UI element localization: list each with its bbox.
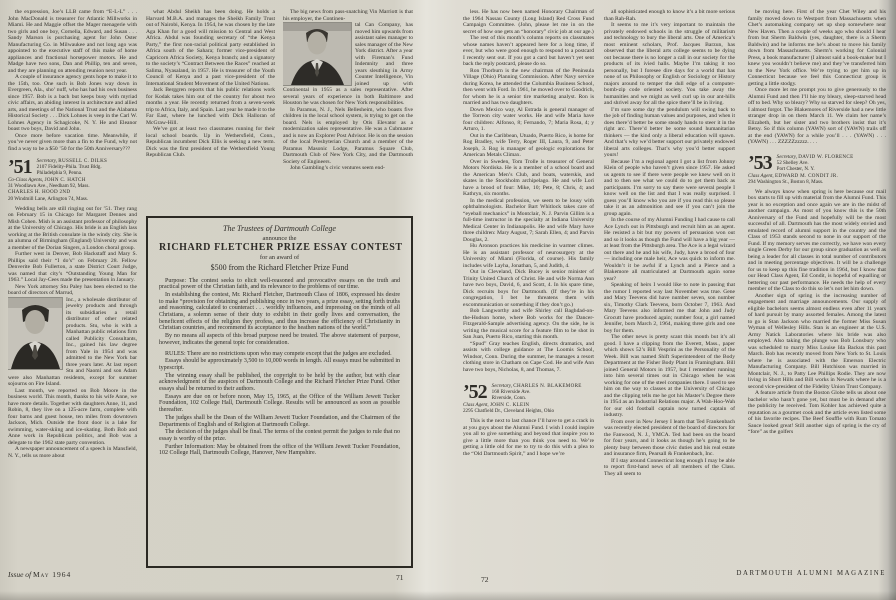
issue-footer: Issue of May 1964	[8, 570, 72, 579]
left-page-column-2	[146, 9, 275, 209]
page-number-71: 71	[396, 573, 404, 582]
paragraph: In the course of my Alumni Funding I had cause to call Ace Lynch out in Pittsburgh and recruit him as an agent. He resisted a bit but my powers of persuasion won out and so it looks as though the Fund will have a big year — at least from the Pittsburgh area. The Ace is a legal wizard out there and he and his wife, Judy, have a brood of four — including one male heir, Ace was quick to inform me. Wouldn’t it be awful if a Lynch and a Pierce and a Blakemore all matriculated at Dartmouth again some year?	[604, 217, 735, 282]
class-year-53: ’53	[748, 151, 772, 174]
paragraph: A newspaper announcement of a speech in Mansfield, N. Y., tells us more about	[8, 446, 137, 459]
class-1952-agent: Class Agent, JOHN C. KLEIN 2295 Chatfield Dr., Cleveland Heights, Ohio	[463, 402, 555, 415]
paragraph: The other news is pretty scant this month but it’s all good. I have a clipping from the Everett, Mass., paper which shows 52’s Bill Vesprini as the Personality of the Week. Bill was named Shift Superintendent of the Body Department at the Fisher Body Plant in Framingham. Bill joined General Motors in 1957, but I remember running into him several times out in Chicago when he was working for one of the steel companies there. I used to see him on the way to classes at the University of Chicago and the clipping tells me he got his Master’s Degree there in 1954 as an Industrial Relations major. A Wah-Hoo-Wah for our old football captain now turned captain of industry.	[604, 334, 735, 418]
contest-rules	[159, 351, 400, 458]
portrait-photo-stu-paley	[8, 298, 62, 369]
contest-fund-line: $500 from the Richard Fletcher Prize Fund	[210, 262, 349, 272]
class-year-52: ’52	[463, 381, 487, 403]
paragraph: Further Information: May be obtained from the office of the William Jewett Tucker Foundation, 102 College Hall, Dartmouth College, Hanover, New Hampshire.	[159, 443, 400, 457]
paragraph: This is the next to last chance I’ll have to get a crack in at you guys about the Alumni Fund. I wish I could inspire you all to give something and beyond that inspire you to give a little more than you think you need to. We’re getting a little old for me to try to do this with a plea to the “Old Dartmouth Spirit,” and I hope we’re	[463, 418, 594, 457]
paragraph: The big news from pass-snatching Vin Marriott is that his employer, the Continen-	[283, 9, 413, 22]
class-1952-notes	[463, 418, 594, 457]
paragraph: Purpose: The contest seeks to elicit well-reasoned and provocative essays on the truth and practical power of the Christian faith, and its relevance to the problems of our time.	[159, 277, 400, 291]
paragraph: In Paramus, N. J., Nels Bellesheim, who boasts five children in the local school system, is trying to get on the board. Nels is employed by Otis Elevator as a modernization sales representative. He was a Cubmaster and is now an Explorer Post Advisor. He is on the session of the local Presbyterian Church and a member of the Paramus Masonic Lodge, Paramus Square Club, Dartmouth Club of New York City, and the Dartmouth Society of Engineers.	[283, 106, 413, 165]
paragraph: By no means all aspects of this broad purpose need be treated. The above statement of purpose, however, indicates the general topic for consideration.	[159, 333, 400, 346]
right-page-column-2	[604, 9, 735, 569]
paragraph: The rest of this month’s column reports on classmates whose names haven’t appeared here for a long time, if ever, but who were good enough to respond to a postcard I recently sent out. If you got a card but haven’t yet sent back the reply postcard, please do so.	[463, 35, 594, 67]
paragraph: Last month, we reported on Bob Moore in the business world. This month, thanks to his wife Anne, we have more details. Together with daughters Anne, 11, and Robin, 8, they live on a 125-acre farm, complete with four barns and guest house, ten miles from downtown Jackson, Mich. Outside the front door is a lake for swimming, water-skiing and ice-skating. Both Bob and Anne work in Republican politics, and Bob was a delegate to the 1962 state party convention.	[8, 387, 137, 446]
paragraph: Another sign of spring is the increasing number of engagement and marriage announcements. Our supply of eligible bachelors seems almost endless even after 11 years of hard pursuit by many assorted females. Among the latest to go is Stan Jackson who married the former Miss Susan Wyman of Wellesley Hills. Stan is an engineer at the U.S. Army Natick Laboratories where his bride was also employed. Also taking the plunge was Bob Lonsbury who was scheduled to marry Miss Louise Ida Backus this past March. Bob has recently moved from New York to St. Louis where he is associated with the Emerson Electric Manufacturing Company. Bill Hutchison was married in Montclair, N. J., to Patty Lee Phillips Rodie. They are now living in Short Hills and Bill works in Newark where he is a second vice-president of the Fidelity Union Trust Company.	[748, 292, 886, 390]
paragraph: The decision of the judges shall be final. The terms of the contest permit the judges to rule that no essay is worthy of the prize.	[159, 429, 400, 442]
class-1950-notes-continued	[146, 9, 275, 159]
scan-page-edge-right	[888, 0, 896, 600]
magazine-title-footer: DARTMOUTH ALUMNI MAGAZINE	[736, 570, 886, 577]
paragraph: Once more let me prompt you to give generously to the Alumni Fund and then I’ll hie my bleary, sleep-starved head off to bed. Why so bleary? Why so starved for sleep? Oh yes, I almost forgot. The Blakemores of Riverside had a new little stranger drop in on them March 11. We claim her name’s Elizabeth, but her sister and two brothers insist that it’s Betsy. So if this column (YAWN) sort of (YAWN) trails off at the end (YAWN) for a while you’ll . . . (YAWN) . . . (YAWN) . . . ZZZZZzzzzz. . . .	[748, 87, 886, 145]
left-page-column-1	[8, 9, 137, 567]
paragraph: It seems to me it’s very important to maintain the privately endowed schools in the struggle of militarism and technology to bury the liberal arts. One of America’s most eminent scholars, Prof. Jacques Barzun, has observed that the liberal arts college seems to be dying out because there is no longer a call in our society for the products of its ivied halls. Maybe I’m taking it too personally, but I foresee dire days for a world that has none of us Philosophy or English or Sociology or History majors around to temper the dull edge of a computer-bomb-zip code oriented society. You take away the humanities and we might as well curl up in our ant-hills and shrivel away for all the spice there’ll be in living.	[604, 22, 735, 106]
page-number-72: 72	[481, 575, 489, 584]
paragraph: Ron Thorburn is the new chairman of the Peninsula Village (Ohio) Planning Commission. After Navy service during Korea, he attended the Columbia Business School, then went with Ford. In 1961, he moved over to Goodrich, for whom he is a senior tire marketing analyst. Ron is married and has two daughters.	[463, 67, 594, 106]
paragraph: Once more before vacation time. Meanwhile, if you’ve never given more than a fin to the Fund, why not find a way to be a $50 ’50 for the 50th Anniversary???	[8, 132, 137, 152]
paragraph: New York attorney Stu Paley has been elected to the board of directors of Marrud,	[8, 283, 137, 297]
paragraph: Out in the Caribbean, Utuado, Puerto Rico, is home for Rog Bradley, wife Terry, Roger III, Laura, 9, and Peter Joseph, 3. Rog is manager of geologic explorations for American Metals Climax.	[463, 132, 594, 158]
paragraph: In establishing the contest, Mr. Richard Fletcher, Dartmouth Class of 1806, expressed his desire to make “provision for obtaining and publishing once in two years, a prize essay, setting forth truths and reasoning, calculated to counteract . . . worldly influences, and impressing on the minds of all Christians, a solemn sense of their duty to exhibit in their godly lives and conversation, the beneficent effects of the religion they profess, and thus increase the efficiency of Christianity in Christian countries, and recommend its acceptance to the heathen nations of the world.”	[159, 291, 400, 332]
paragraph: be moving here. First of the year Chet Wiley and his family moved down to Westport from Massachusetts when Chet’s automaking company set up shop somewhere near New Haven. Then a couple of weeks ago who should I hear from but Sherm Baldwin (yes, daughter, there is a Sherm Baldwin) and he informs me he’s about to move his family down from Massachusetts. Sherm’s working for Colonial Press, a book manufacturer (I almost said a book-maker but I knew you wouldn’t believe me) and they’ve transferred him to the New York office. We’re trying to get him up in Connecticut because we feel this Connecticut group is getting a little stodgy.	[748, 9, 886, 87]
paragraph: Wedding bells are still ringing out for ’51. They rang on February 15 in Chicago for Margaret Dennes and Mish Cohen. Mish is an assistant professor of philosophy at the University of Chicago. His bride is an English lass working at the British consulate in the windy city. She is an alumna of Birmingham (England) University and was a member of the Dorian Singers, a London choral group.	[8, 205, 137, 251]
paragraph: the expression, Joe’s LLB came from “E-L-L” . . . John MacDonald is treasurer for Atlantic Millworks in Miami. He and Maggie offset the Mager menagerie with two girls and one boy, Cornelia, Edward, and Susan . . . Sandy Marson is purchasing agent for John Oster Manufacturing Co. in Milwaukee and not long ago was appointed to the executive staff of this make of home appliances and fractional horsepower motors. He and Madge have two sons, Dan and Phillip, ten and seven, and they are planning on attending reunion next year.	[8, 9, 137, 74]
paragraph: less. He has now been named Honorary Chairman of the 1964 Nassau County (Long Island) Red Cross Fund Campaign Committee. (John, please let me in on the secret of how one gets an “honorary” civic job at our age.)	[463, 9, 594, 35]
paragraph: all sophisticated enough to know it’s a bit more serious than Rah-Rah.	[604, 9, 735, 22]
paragraph: Inc., a wholesale distributor of jewelry products and through its subsidiaries a retail distributor of other related products. Stu, who is with a Manhattan public relations firm called Publicity Consultants, Inc., gained his law degree from Yale in 1954 and was admitted to the New York bar three years later. At last report Stu and Naomi and son Adam were also Manhattan residents, except for summer sojourns on Fire Island.	[8, 296, 137, 388]
portrait-silhouette-icon	[8, 298, 62, 369]
class-1953-agent: Class Agent, EDWARD M. CONDIT JR. 294 Washington St., Boston 8, Mass.	[748, 172, 839, 185]
right-page-column-3	[748, 9, 886, 565]
class-year-51: ’51	[8, 156, 32, 178]
paragraph: Further west in Denver, Bob Hackstaff and Mary S. Phillips said their “I do’s” on February 28. Fellow Denverite Bob Fullerton, a state District Court Judge, was named that city’s “Outstanding Young Man for 1963.” Local Jay-Cees made the presentation in January.	[8, 251, 137, 284]
paragraph: Essays are due on or before noon, May 15, 1965, at the Office of the William Jewett Tucker Foundation, 102 College Hall, Dartmouth College. Results will be announced as soon as possible thereafter.	[159, 393, 400, 414]
class-1953-notes	[748, 189, 886, 436]
paragraph: Jack Berggren reports that his public relations work for Kodak takes him out of the country for about two months a year. He recently returned from a seven-week trip to Africa, Italy, and Spain. Last year he made it to the Far East, where he lunched with Dick Halloran of McGraw-Hill.	[146, 87, 275, 126]
paragraph: Bob Langworthy and wife Shirley call Baghdad-on-the-Hudson home, where Bob works for the Dancer-Fitzgerald-Sample advertising agency. On the side, he is writing the musical score for a feature film to be shot in San Juan, Puerto Rico, starting this month.	[463, 308, 594, 340]
class-1952-notes-continued	[604, 9, 735, 477]
class-1951-secretary: Secretary, RUSSELL C. DILKS 2107 Fidelity-Phila. Trust Bldg. Philadelphia 9, Penna.	[36, 158, 108, 177]
portrait-silhouette-icon	[283, 23, 351, 85]
paragraph: Because I’m a regional agent I got a list from Johnny Klein of people who haven’t given since 1957. He asked us agents to see if there were people we knew well on it and to then see what we could do to get them back as participants. I’m sorry to say there were several people I know well on the list and that I was really surprised. I guess you’ll know who you are if you read this so please take it as an admonition and see if you can’t join the group again.	[604, 158, 735, 217]
paragraph: We’ve got at least two classmates running for their local school boards. Up in Wethersfield, Conn., Republican incumbent Dick Ellis is seeking a new term. Dick was the first president of the Wethersfield Young Republican Club.	[146, 126, 275, 158]
paragraph: tal Can Company, has moved him upwards from assistant sales manager to sales manager of the New York district. After a year with Fireman’s Fund Indemnity and three years sleuthing in Army Counter Intelligence, Vin joined up with Continental in 1955 as a sales representative. After several years of experience in both Baltimore and Houston he was chosen for New York responsibilities.	[283, 22, 413, 106]
class-1951-notes	[8, 206, 137, 284]
class-1950-notes-continued	[283, 107, 413, 172]
left-page-column-3	[283, 9, 413, 209]
scan-page-edge-bottom	[0, 591, 896, 600]
paragraph: The winning essay shall be published, the copyright to be held by the author, but with clear acknowledgment of the auspices of Dartmouth College and the Richard Fletcher Prize Fund. Other essays shall be returned to their authors.	[159, 372, 400, 393]
paragraph: In the medical profession, we seem to be lousy with ophthalmologists. Bachelor Bart Whitlock takes care of “eyeball mechanics” in Montclair, N. J. Parvin Gillim is a full-time instructor in the specialty at Indiana University Medical Center in Indianapolis. He and wife Mary have three children: Mary August, 7; Sarah Ellen, 4; and Parvin Douglas, 2.	[463, 197, 594, 243]
right-page-column-1	[463, 9, 594, 587]
paragraph: Essays should be approximately 3,500 to 10,000 words in length. All essays must be submitted in typescript.	[159, 358, 400, 371]
contest-announcer: The Trustees of Dartmouth College	[223, 224, 336, 233]
paragraph: Over in Sweden, Tom Trolle is treasurer of General Motors Nordiska. He is a member of a school board and the American Men’s Club, and boats, waterskis, and skates in the Stockholm archipelago. He and wife Lori have a brood of four: Mike, 10; Pete, 8; Chris, 4; and Kathryn, six months.	[463, 158, 594, 197]
paragraph: The judges shall be the Dean of the William Jewett Tucker Foundation, and the Chairmen of the Departments of English and of Religion at Dartmouth College.	[159, 414, 400, 428]
fletcher-prize-contest-box	[146, 216, 413, 568]
paragraph: We always know when spring is here because our mail box starts to fill up with material from the Alumni Fund. This year is no exception and once again we are in the midst of another campaign. As most of you know this is the 50th Anniversary of the Fund and hopefully will be the most successful of all. Dartmouth has the most widely envied and emulated record of alumni support in the country and the Class of 1953 stands second to none in our support of the Fund. If my memory serves me correctly, we have won every single Green Derby for our group since graduation as well as being a leader for all classes in total number of contributors and in meeting percentage objectives. It will be a challenge for us to keep up this fine tradition in 1964, but I know that our Head Class Agent, Ed Condit, is hopeful of equalling or bettering our past performance. He needs the help of every member of the Class to do this so let’s not let him down.	[748, 188, 886, 293]
class-1951-agents: Co-Class Agents, JOHN C. HATCH 31 Woodlawn Ave., Needham 92, Mass. CHARLES H. HOOD 2ND 20 Windmill Lane, Arlington 74, Mass.	[8, 177, 90, 202]
contest-announce-line: announce the	[262, 234, 297, 242]
paragraph: what Abdul Sheikh has been doing. He holds a Harvard M.B.A. and manages the Sheikh Family Trust out of Nairobi, Kenya. In 1954, he was chosen by the late Aga Khan for a good will mission to Central and West Africa. Abdul was founding secretary of “the Kenya Party,” the first non-racial political party established in Africa south of the Sahara; former vice-president of Capricorn Africa Society, Kenya branch; and a signatory to the society’s “Contract Between the Races” reached at Salima, Nyasaland, in 1957. He is treasurer of the Youth Council of Kenya and a past vice-president of the International Student Movement of the United Nations.	[146, 9, 275, 87]
class-1951-heading	[8, 158, 137, 176]
paragraph: John Gambling’s civic ventures seem end-	[290, 165, 385, 171]
paragraph: Down Mexico way, Al Estrada is general manager of the Torreon city water works. He and wife Maria have four children: Alfonso, 8; Fernando, 7; Maria Rosa, 4; y Arturo, 1.	[463, 106, 594, 132]
class-1950-notes	[8, 9, 137, 152]
paragraph: From over in New Jersey I learn that Ted Frankenbach was recently elected president of the board of directors for the Fanwood, N. J., YMCA. Ted had been on the board for four years, and it looks as though he’s going to be plenty busy between those civic duties and his real estate and insurance firm, Pearsall & Frankenbach, Inc.	[604, 418, 735, 457]
paragraph: A couple of insurance agency gents hope to make it to the 15th, too. One such is Bob Jones way down in Evergreen, Ala., sho’ nuff, who has had his own business since 1957. Bob is a bach but keeps busy with myriad civic affairs, an abiding interest in architecture and allied arts, and meetings of the National Trust and the Alabama Historical Society . . . Dick Lohnes is veep in the Carl W. Lohnes Agency in Schagicoke, N. Y. He and Eleanor boast two boys, David and John.	[8, 74, 137, 132]
class-1953-heading	[748, 151, 886, 174]
contest-title: RICHARD FLETCHER PRIZE ESSAY CONTEST	[159, 242, 403, 254]
contest-purpose	[159, 278, 400, 347]
portrait-photo-vin-marriott	[283, 23, 351, 85]
class-1952-heading	[463, 383, 594, 401]
class-1952-notes-end	[748, 9, 886, 146]
class-1952-secretary: Secretary, CHARLES N. BLAKEMORE 168 Riverside Ave. Riverside, Conn.	[491, 383, 582, 402]
contest-award-line: for an award of	[259, 254, 300, 262]
class-1951-notes-continued	[463, 9, 594, 373]
class-1953-secretary: Secretary, DAVID W. FLORENCE 52 Shelley Ave. Port Chester, N. Y.	[776, 153, 854, 172]
class-1951-notes-continued	[8, 388, 137, 460]
paragraph: RULES: There are no restrictions upon who may compete except that the judges are excluded.	[165, 350, 392, 357]
paragraph: A feature article from the Boston Globe tells us about one bachelor who hasn’t gone yet, but must be in demand after the publicity he received. Tom Kohler has achieved quite a reputation as a gourmet cook and the article even listed some of his favorite recipes. The Beef Souffle with Rum Tomato Sauce looked great! Still another sign of spring is the cry of “fore” as the golfers	[748, 390, 886, 436]
paragraph: Speaking of heirs I would like to note in passing that the rumor I reported way last November was true. Gene and Mary Teevens did have number seven, son number six, Timothy Clark Teevens, born October 7, 1963. And Mary Teevens also informed me that John and Judy Grocutt have produced again; number four, a girl named Jennifer, born March 2, 1964, making three girls and one boy for them.	[604, 282, 735, 334]
paragraph: Hu Aronson practices his medicine in warmer climes. He is an assistant professor of neurosurgery at the University of Miami (Florida, of course). His family includes wife Layha, Jonathan, 5, and Judith, 4.	[463, 243, 594, 269]
paragraph: “Spud” Gray teaches English, directs dramatics, and assists with college guidance at The Loomis School, Windsor, Conn. During the summer, he manages a resort clothing store in Chatham on Cape Cod. He and wife Ann have two boys, Nicholas, 8, and Thomas, 7.	[463, 340, 594, 373]
paragraph: Out in Cleveland, Dick Bucey is senior minister of Trinity United Church of Christ. He and wife Norma Ann have two boys, David, 6, and Scott, 4. In his spare time, Dick recruits boys for Dartmouth. (If they’re in his congregation, I bet he threatens them with excommunication or something if they don’t go.)	[463, 269, 594, 308]
paragraph: If I stay around Connecticut long enough I may be able to report first-hand news of all members of the Class. They all seem to	[604, 457, 735, 477]
paragraph: I’m sure some day the pendulum will swing back to the job of finding human values and purposes, and when it does there’d better be some steady hands to steer it in the right arc. There’d better be some sound humanitarian thinkers — the kind only a liberal education will spawn. And that’s why we’d better support our privately endowed liberal arts colleges. That’s why you’d better support yours!	[604, 106, 735, 158]
